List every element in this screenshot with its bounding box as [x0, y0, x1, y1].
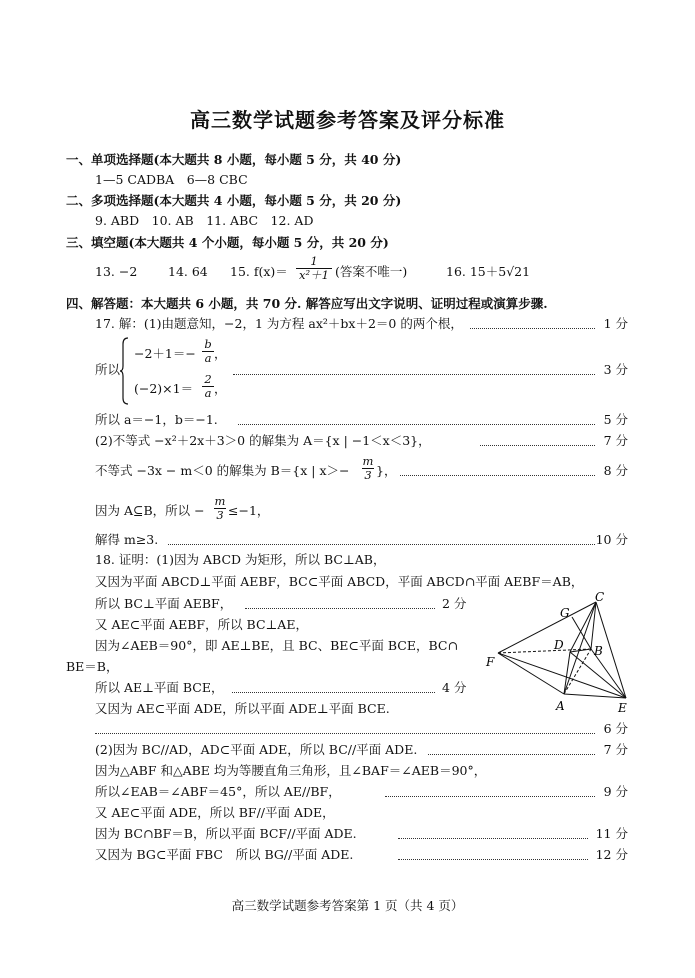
- fraction-num: 2: [204, 372, 212, 386]
- q17-line-3: 所以 a＝−1，b＝−1.: [95, 412, 218, 427]
- answer-14: 14. 64: [168, 264, 208, 279]
- score-11: 11 分: [595, 826, 628, 841]
- score-5: 5 分: [603, 412, 628, 427]
- dot-leader: [385, 796, 595, 797]
- dot-leader: [480, 445, 595, 446]
- score-7: 7 分: [603, 433, 628, 448]
- q17-line-5: 不等式 −3x − m＜0 的解集为 B＝{x | x＞−: [95, 463, 350, 478]
- system-eq-1-comma: ，: [214, 346, 227, 361]
- fraction-den: a: [204, 351, 212, 365]
- q17-line-6: 因为 A⊆B，所以 −: [95, 503, 205, 518]
- q18-line-4: 又 AE⊂平面 AEBF，所以 BC⊥AE，: [95, 617, 308, 632]
- q18-line-8: 又因为 AE⊂平面 ADE，所以平面 ADE⊥平面 BCE.: [95, 701, 390, 716]
- dot-leader: [238, 424, 595, 425]
- score-9: 9 分: [603, 784, 628, 799]
- answer-16: 16. 15＋5√21: [446, 264, 531, 279]
- system-brace: [120, 336, 130, 406]
- answer-15-denominator: x²＋1: [299, 268, 329, 282]
- label-D: D: [554, 638, 564, 652]
- edge-FE: [498, 653, 626, 698]
- fraction-den: a: [204, 386, 212, 400]
- score-8: 8 分: [603, 463, 628, 478]
- answer-15-prefix: 15. f(x)＝: [230, 264, 288, 279]
- q18-line-9: (2)因为 BC//AD，AD⊂平面 ADE，所以 BC//平面 ADE.: [95, 742, 418, 757]
- q18-line-3: 所以 BC⊥平面 AEBF，: [95, 596, 233, 611]
- q18-line-11: 所以∠EAB＝∠ABF＝45°，所以 AE//BF，: [95, 784, 341, 799]
- score-3: 3 分: [603, 362, 628, 377]
- edge-FA: [498, 653, 564, 694]
- dot-leader: [398, 859, 588, 860]
- dot-leader: [398, 838, 588, 839]
- q18-line-12: 又 AE⊂平面 ADE，所以 BF//平面 ADE，: [95, 805, 335, 820]
- q17-line-6-end: ≤−1，: [228, 503, 270, 518]
- system-eq-2-comma: ，: [214, 381, 227, 396]
- dot-leader: [168, 544, 595, 545]
- dot-leader: [470, 328, 595, 329]
- fraction-num: m: [362, 454, 374, 468]
- dot-leader: [232, 692, 435, 693]
- q17-line-1: 17. 解：(1)由题意知，−2，1 为方程 ax²＋bx＋2＝0 的两个根，: [95, 316, 463, 331]
- label-C: C: [595, 590, 605, 604]
- answer-15-fraction: [296, 255, 332, 282]
- page-title: 高三数学试题参考答案及评分标准: [190, 108, 505, 132]
- q18-line-5: 因为∠AEB＝90°，即 AE⊥BE，且 BC、BE⊂平面 BCE，BC∩: [95, 638, 458, 653]
- section-2-heading: 二、多项选择题(本大题共 4 小题，每小题 5 分，共 20 分): [66, 193, 402, 208]
- fraction-num: b: [204, 337, 212, 351]
- score-2: 2 分: [442, 596, 467, 611]
- q18-line-14: 又因为 BG⊂平面 FBC 所以 BG//平面 ADE.: [95, 847, 354, 862]
- dot-leader: [400, 475, 595, 476]
- q17-line-6-fraction: [214, 495, 226, 522]
- fraction-den: 3: [216, 508, 224, 522]
- edge-DC: [570, 602, 596, 652]
- section-4-heading: 四、解答题：本大题共 6 小题，共 70 分. 解答应写出文字说明、证明过程或演算步骤.: [66, 296, 548, 311]
- system-eq-2-left: (−2)×1＝: [134, 381, 194, 396]
- geometry-figure: [478, 590, 638, 720]
- section-1-answers: 1—5 CADBA 6—8 CBC: [95, 172, 248, 187]
- score-10: 10 分: [595, 532, 628, 547]
- q17-line-5-end: }，: [376, 463, 397, 478]
- system-eq-1-left: −2＋1＝−: [134, 346, 196, 361]
- score-1: 1 分: [603, 316, 628, 331]
- edge-DA: [564, 652, 570, 694]
- q18-line-6: BE＝B，: [66, 659, 119, 674]
- label-A: A: [556, 699, 565, 713]
- q18-line-7: 所以 AE⊥平面 BCE，: [95, 680, 224, 695]
- q18-line-10: 因为△ABF 和△ABE 均为等腰直角三角形，且∠BAF＝∠AEB＝90°，: [95, 763, 487, 778]
- score-12: 12 分: [595, 847, 628, 862]
- label-B: B: [594, 644, 603, 658]
- label-F: F: [486, 655, 495, 669]
- q17-so: 所以: [95, 362, 121, 377]
- fraction-num: m: [214, 494, 226, 508]
- fraction-den: 3: [364, 468, 372, 482]
- answer-15-note: (答案不唯一): [335, 264, 408, 279]
- page-footer: 高三数学试题参考答案第 1 页（共 4 页）: [231, 898, 464, 913]
- q17-line-4: (2)不等式 −x²＋2x＋3＞0 的解集为 A＝{x | −1＜x＜3}，: [95, 433, 431, 448]
- system-eq-2-fraction: [202, 373, 214, 400]
- dot-leader: [245, 608, 435, 609]
- q18-line-1: 18. 证明：(1)因为 ABCD 为矩形，所以 BC⊥AB，: [95, 552, 386, 567]
- dot-leader: [233, 374, 595, 375]
- system-eq-1-fraction: [202, 338, 214, 365]
- label-E: E: [618, 701, 627, 715]
- score-4: 4 分: [442, 680, 467, 695]
- q18-line-13: 因为 BC∩BF＝B，所以平面 BCF//平面 ADE.: [95, 826, 357, 841]
- answer-13: 13. −2: [95, 264, 138, 279]
- dot-leader: [428, 754, 595, 755]
- label-G: G: [560, 606, 570, 620]
- q18-line-2: 又因为平面 ABCD⊥平面 AEBF，BC⊂平面 ABCD，平面 ABCD∩平面 AEBF＝AB，: [95, 574, 584, 589]
- q17-line-7: 解得 m≥3.: [95, 532, 159, 547]
- section-1-heading: 一、单项选择题(本大题共 8 小题，每小题 5 分，共 40 分): [66, 152, 402, 167]
- score-7b: 7 分: [603, 742, 628, 757]
- score-6: 6 分: [603, 721, 628, 736]
- section-2-answers: 9. ABD 10. AB 11. ABC 12. AD: [95, 213, 314, 228]
- section-3-heading: 三、填空题(本大题共 4 个小题，每小题 5 分，共 20 分): [66, 235, 389, 250]
- q17-line-5-fraction: [362, 455, 374, 482]
- answer-15-numerator: 1: [310, 254, 318, 268]
- dot-leader: [95, 733, 595, 734]
